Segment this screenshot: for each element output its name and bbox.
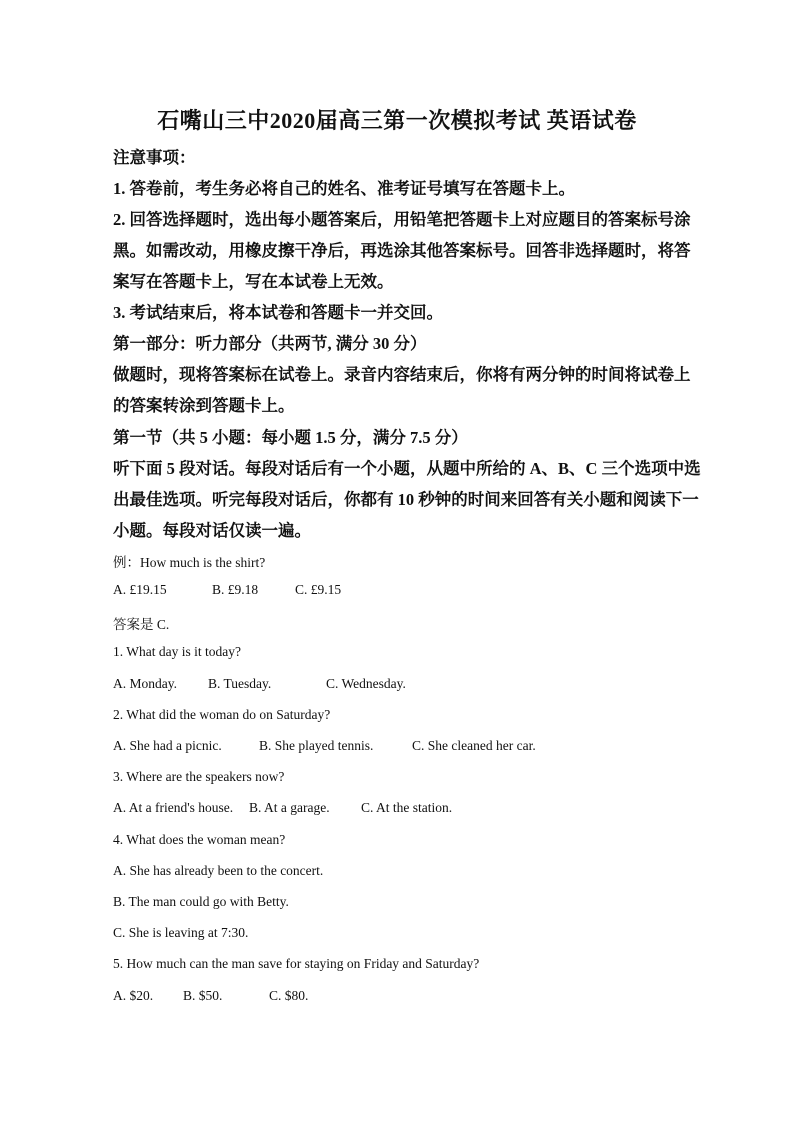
question-1-option-c: C. Wednesday. bbox=[326, 676, 406, 691]
notice-heading: 注意事项： bbox=[113, 148, 196, 167]
example-option-a: A. £19.15 bbox=[113, 582, 167, 597]
question-5: 5. How much can the man save for staying on Friday and Saturday? bbox=[113, 956, 480, 971]
part1-instruction-line-1: 做题时，现将答案标在试卷上。录音内容结束后，你将有两分钟的时间将试卷上 bbox=[113, 365, 691, 384]
question-2-option-b: B. She played tennis. bbox=[259, 738, 374, 753]
example-question: 例：How much is the shirt? bbox=[113, 555, 266, 570]
question-1-option-a: A. Monday. bbox=[113, 676, 177, 691]
question-5-options bbox=[113, 988, 308, 1004]
example-option-b: B. £9.18 bbox=[212, 582, 259, 597]
part1-instruction-line-2: 的答案转涂到答题卡上。 bbox=[113, 396, 295, 415]
question-3-option-a: A. At a friend's house. bbox=[113, 800, 234, 815]
question-1: 1. What day is it today? bbox=[113, 644, 241, 659]
notice-item-1: 1. 答卷前，考生务必将自己的姓名、准考证号填写在答题卡上。 bbox=[113, 179, 575, 198]
question-3-option-c: C. At the station. bbox=[361, 800, 453, 815]
section1-heading: 第一节（共 5 小题：每小题 1.5 分，满分 7.5 分） bbox=[113, 428, 468, 447]
question-2-option-a: A. She had a picnic. bbox=[113, 738, 222, 753]
notice-item-2-line-1: 2. 回答选择题时，选出每小题答案后，用铅笔把答题卡上对应题目的答案标号涂 bbox=[113, 210, 691, 229]
question-5-option-c: C. $80. bbox=[269, 988, 309, 1003]
question-3: 3. Where are the speakers now? bbox=[113, 769, 285, 784]
section1-instruction-line-3: 小题。每段对话仅读一遍。 bbox=[113, 521, 311, 540]
page-title: 石嘴山三中2020届高三第一次模拟考试 英语试卷 bbox=[157, 108, 637, 133]
question-1-options bbox=[113, 676, 406, 692]
part1-heading: 第一部分：听力部分（共两节, 满分 30 分） bbox=[113, 334, 427, 353]
question-5-option-a: A. $20. bbox=[113, 988, 154, 1003]
notice-item-3: 3. 考试结束后，将本试卷和答题卡一并交回。 bbox=[113, 303, 443, 322]
example-options bbox=[113, 582, 341, 598]
question-2: 2. What did the woman do on Saturday? bbox=[113, 707, 331, 722]
notice-item-2-line-3: 案写在答题卡上，写在本试卷上无效。 bbox=[113, 272, 394, 291]
question-4-option-c: C. She is leaving at 7:30. bbox=[113, 925, 249, 940]
question-5-option-b: B. $50. bbox=[183, 988, 223, 1003]
question-4: 4. What does the woman mean? bbox=[113, 832, 286, 847]
example-option-c: C. £9.15 bbox=[295, 582, 342, 597]
question-3-options bbox=[113, 800, 452, 816]
question-3-option-b: B. At a garage. bbox=[249, 800, 330, 815]
section1-instruction-line-2: 出最佳选项。听完每段对话后，你都有 10 秒钟的时间来回答有关小题和阅读下一 bbox=[113, 490, 699, 509]
section1-instruction-line-1: 听下面 5 段对话。每段对话后有一个小题，从题中所给的 A、B、C 三个选项中选 bbox=[113, 459, 701, 478]
question-2-option-c: C. She cleaned her car. bbox=[412, 738, 536, 753]
question-2-options bbox=[113, 738, 536, 754]
question-4-option-b: B. The man could go with Betty. bbox=[113, 894, 289, 909]
example-answer: 答案是 C. bbox=[113, 617, 170, 632]
question-1-option-b: B. Tuesday. bbox=[208, 676, 272, 691]
question-4-option-a: A. She has already been to the concert. bbox=[113, 863, 324, 878]
notice-item-2-line-2: 黑。如需改动，用橡皮擦干净后，再选涂其他答案标号。回答非选择题时，将答 bbox=[113, 241, 691, 260]
